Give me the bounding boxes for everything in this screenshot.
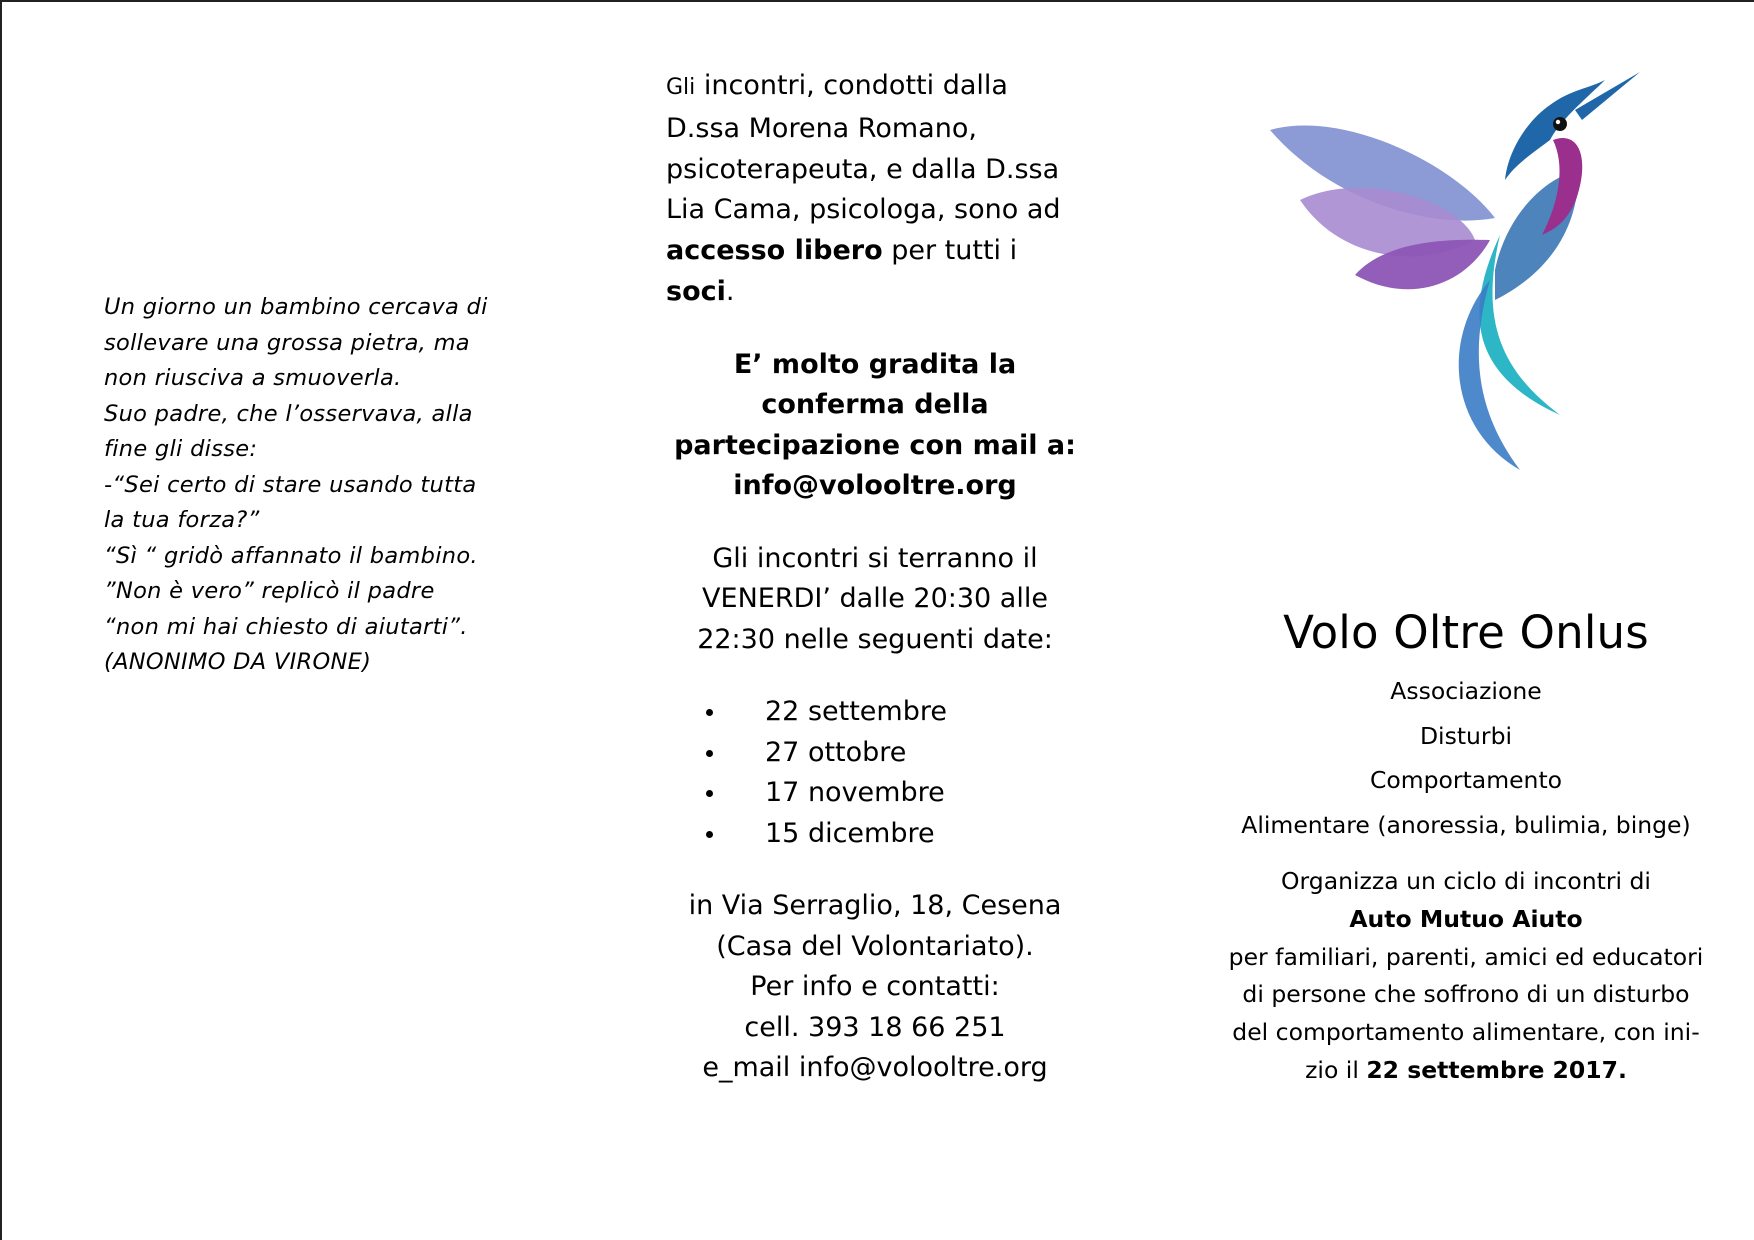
contacts-block <box>666 886 1084 1089</box>
list-item <box>666 773 1084 814</box>
date-label: 15 dicembre <box>765 817 935 849</box>
date-label: 27 ottobre <box>765 736 907 768</box>
list-item <box>666 692 1084 733</box>
quote-line: Un giorno un bambino cercava di <box>104 294 488 320</box>
quote-line: Suo padre, che l’osservava, alla <box>104 400 473 427</box>
quote-panel <box>104 290 524 681</box>
promo-line4: di persone che soffrono di un disturbo <box>1242 980 1690 1009</box>
org-subtitle <box>1226 669 1706 847</box>
org-title: Volo Oltre Onlus <box>1283 606 1649 659</box>
confirm-line2: conferma della <box>761 389 989 421</box>
phone-number: cell. 393 18 66 251 <box>744 1011 1006 1043</box>
promo-paragraph <box>1226 863 1706 1090</box>
date-label: 17 novembre <box>765 777 945 809</box>
intro-soci-bold: soci <box>666 275 726 307</box>
schedule-block <box>666 539 1084 661</box>
quote-line: fine gli disse: <box>104 436 258 462</box>
quote-line: -“Sei certo di stare usando tutta <box>104 471 477 498</box>
intro-line6: . <box>725 275 735 307</box>
quote-text <box>104 290 524 681</box>
intro-line3: psicoterapeuta, e dalla D.ssa <box>666 153 1060 185</box>
contact-email: e_mail info@volooltre.org <box>702 1052 1048 1084</box>
hummingbird-logo-icon <box>1260 70 1660 530</box>
eye-icon <box>1553 117 1567 131</box>
schedule-line1: Gli incontri si terranno il <box>712 542 1038 574</box>
bullet-icon <box>706 709 713 716</box>
head <box>1505 80 1605 180</box>
list-item <box>666 814 1084 855</box>
quote-line: la tua forza?” <box>104 507 260 533</box>
date-label: 22 settembre <box>765 696 947 728</box>
promo-program-name: Auto Mutuo Aiuto <box>1349 904 1583 933</box>
promo-start-date: 22 settembre 2017. <box>1366 1055 1627 1084</box>
assoc-line: Disturbi <box>1419 721 1513 750</box>
dates-list <box>666 692 1084 854</box>
intro-gli: Gli <box>666 75 696 100</box>
quote-author: (ANONIMO DA VIRONE) <box>104 649 372 675</box>
intro-line4: Lia Cama, psicologa, sono ad <box>666 194 1061 226</box>
promo-line5: del comportamento alimentare, con ini- <box>1232 1018 1700 1047</box>
intro-access-bold: accesso libero <box>666 235 883 267</box>
promo-line3: per familiari, parenti, amici ed educatori <box>1228 942 1704 971</box>
assoc-line: Alimentare (anoressia, bulimia, binge) <box>1241 810 1691 839</box>
assoc-line: Associazione <box>1390 677 1542 705</box>
promo-line6: zio il <box>1305 1055 1367 1084</box>
intro-line2: D.ssa Morena Romano, <box>666 112 977 144</box>
quote-line: non riusciva a smuoverla. <box>104 365 402 391</box>
intro-line1: incontri, condotti dalla <box>695 70 1008 101</box>
schedule-line3: 22:30 nelle seguenti date: <box>697 623 1053 655</box>
quote-line: “non mi hai chiesto di aiutarti”. <box>104 613 468 640</box>
assoc-line: Comportamento <box>1369 766 1563 794</box>
bullet-icon <box>706 750 713 757</box>
schedule-line2: VENERDI’ dalle 20:30 alle <box>702 583 1048 615</box>
quote-line: ”Non è vero” replicò il padre <box>104 578 435 604</box>
confirm-line3: partecipazione con mail a: <box>674 429 1076 461</box>
bullet-icon <box>706 790 713 797</box>
quote-line: sollevare una grossa pietra, ma <box>104 329 470 356</box>
intro-line5: per tutti i <box>882 235 1018 267</box>
confirm-email: info@volooltre.org <box>733 470 1017 502</box>
address-line: in Via Serraglio, 18, Cesena <box>688 890 1062 922</box>
promo-line1: Organizza un ciclo di incontri di <box>1281 867 1651 895</box>
org-panel <box>1226 606 1706 1090</box>
list-item <box>666 733 1084 774</box>
confirm-block <box>666 345 1084 507</box>
venue-line: (Casa del Volontariato). <box>716 930 1034 962</box>
quote-line: “Sì “ gridò affannato il bambino. <box>104 542 478 569</box>
intro-paragraph <box>666 66 1084 313</box>
confirm-line1: E’ molto gradita la <box>733 348 1017 380</box>
bullet-icon <box>706 831 713 838</box>
info-panel <box>666 66 1084 1089</box>
contacts-heading: Per info e contatti: <box>750 971 1000 1003</box>
